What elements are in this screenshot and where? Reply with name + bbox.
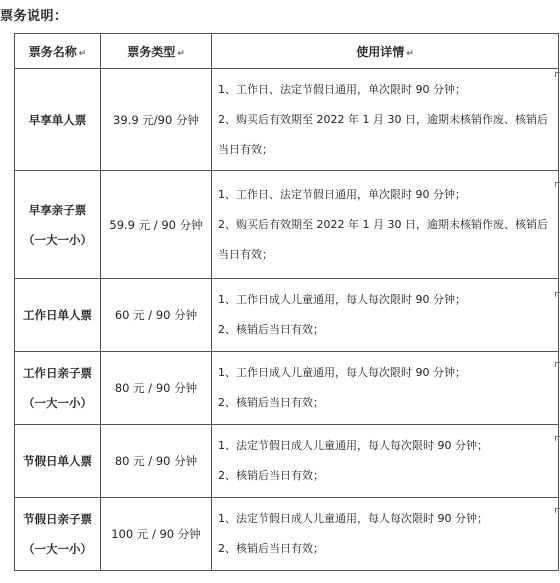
ticket-name: 早享亲子票: [28, 202, 87, 217]
detail-line: 2、购买后有效期至 2022 年 1 月 30 日，逾期未核销作废、核销后: [218, 217, 548, 231]
table-row: [15, 69, 559, 171]
ticket-details-cell: [212, 352, 559, 425]
table-row: [15, 352, 559, 425]
edge-marker-icon: [555, 182, 560, 187]
ticket-price-cell: [101, 425, 212, 498]
table-row: [15, 425, 559, 498]
paragraph-mark-icon: ↵: [177, 48, 185, 59]
ticket-price-cell: [101, 279, 212, 352]
detail-line: 2、核销后当日有效；: [218, 323, 324, 336]
table-row: [15, 279, 559, 352]
ticket-name-suffix: （一大一小）: [23, 542, 92, 556]
ticket-name: 节假日单人票: [23, 454, 92, 468]
ticket-name-cell: [15, 498, 101, 571]
detail-line: 2、购买后有效期至 2022 年 1 月 30 日，逾期未核销作废、核销后: [218, 112, 548, 126]
edge-marker-icon: [555, 292, 560, 297]
ticket-price: 80 元 / 90 分钟: [114, 381, 198, 395]
header-ticket-name: [15, 34, 101, 69]
ticket-details-cell: [212, 425, 559, 498]
ticket-name-cell: [15, 171, 101, 279]
edge-marker-icon: [555, 436, 560, 441]
detail-line: 1、法定节假日成人儿童通用，每人每次限时 90 分钟；: [218, 512, 488, 525]
paragraph-mark-icon: ↵: [78, 48, 87, 59]
detail-line: 2、核销后当日有效；: [218, 542, 324, 555]
ticket-price: 100 元 / 90 分钟: [111, 527, 201, 541]
ticket-name-suffix: （一大一小）: [23, 396, 92, 410]
edge-marker-icon: [555, 362, 560, 367]
ticket-price-cell: [101, 171, 212, 279]
ticket-details-cell: [212, 279, 559, 352]
edge-marker-icon: [555, 508, 560, 513]
header-label: 票务类型: [127, 44, 176, 59]
header-ticket-type: [101, 34, 212, 69]
detail-line: 当日有效；: [218, 247, 273, 261]
detail-line: 1、工作日、法定节假日通用，单次限时 90 分钟；: [218, 187, 466, 201]
ticket-name: 工作日亲子票: [23, 366, 92, 380]
detail-line: 1、工作日成人儿童通用，每人每次限时 90 分钟；: [218, 293, 466, 306]
detail-line: 1、工作日成人儿童通用，每人每次限时 90 分钟；: [218, 366, 466, 379]
ticket-details-cell: [212, 498, 559, 571]
table-row: [15, 498, 559, 571]
table-row: [15, 171, 559, 279]
ticket-price: 60 元 / 90 分钟: [114, 308, 198, 322]
detail-line: 2、核销后当日有效；: [218, 469, 324, 482]
ticket-name: 节假日亲子票: [23, 512, 92, 526]
detail-line: 1、工作日、法定节假日通用，单次限时 90 分钟；: [218, 82, 466, 96]
ticket-name: 早享单人票: [28, 112, 87, 127]
detail-line: 当日有效；: [218, 142, 273, 156]
ticket-name-cell: [15, 352, 101, 425]
ticket-price-cell: [101, 352, 212, 425]
ticket-price-cell: [101, 69, 212, 171]
ticket-name-cell: [15, 279, 101, 352]
ticket-price: 80 元 / 90 分钟: [114, 454, 198, 468]
header-label: 票务名称: [28, 44, 77, 59]
header-label: 使用详情: [356, 44, 405, 59]
table-header-row: [15, 34, 559, 69]
ticket-price: 39.9 元/90 分钟: [113, 112, 199, 127]
ticket-price-cell: [101, 498, 212, 571]
ticket-details-cell: [212, 69, 559, 171]
ticket-name-cell: [15, 425, 101, 498]
page-heading: 票务说明：: [0, 9, 68, 24]
detail-line: 2、核销后当日有效；: [218, 396, 324, 409]
ticket-price: 59.9 元 / 90 分钟: [109, 217, 203, 232]
ticket-name-cell: [15, 69, 101, 171]
header-usage-details: [212, 34, 559, 69]
ticket-table: [14, 33, 559, 571]
detail-line: 1、法定节假日成人儿童通用，每人每次限时 90 分钟；: [218, 439, 488, 452]
ticket-name: 工作日单人票: [23, 308, 92, 322]
edge-marker-icon: [555, 72, 560, 77]
ticket-name-suffix: （一大一小）: [23, 232, 92, 247]
paragraph-mark-icon: ↵: [406, 48, 414, 59]
ticket-details-cell: [212, 171, 559, 279]
